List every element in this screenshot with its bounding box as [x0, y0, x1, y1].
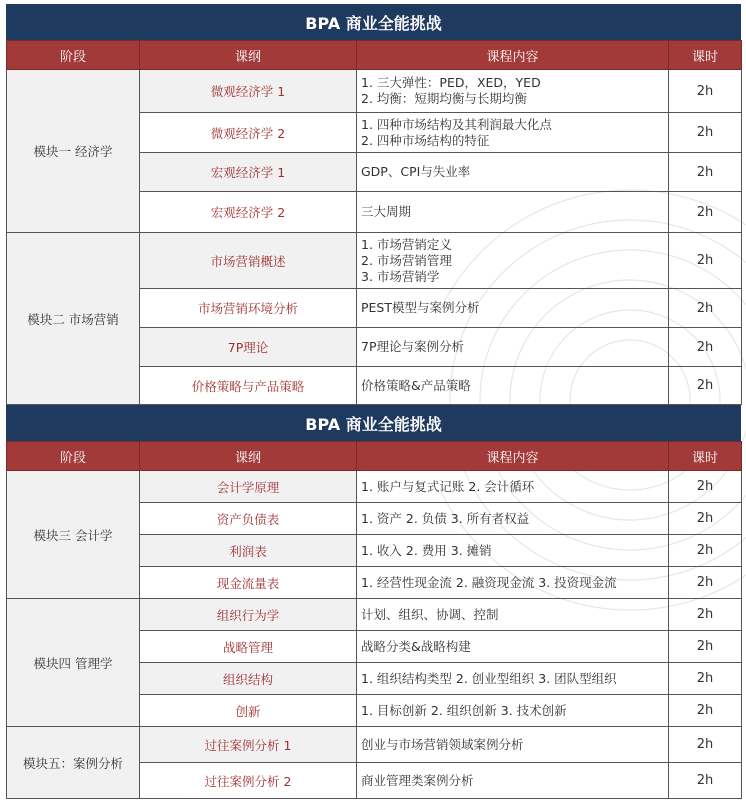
module-name: 模块五：案例分析: [7, 727, 140, 799]
course-content: 1. 收入 2. 费用 3. 摊销: [357, 535, 669, 567]
course-name: 7P理论: [140, 328, 357, 367]
table-row: [7, 471, 742, 503]
course-name: 创新: [140, 695, 357, 727]
module-name: 模块一 经济学: [7, 70, 140, 233]
course-content: 创业与市场营销领域案例分析: [357, 727, 669, 763]
header-hours: 课时: [669, 41, 742, 70]
course-content: 1. 组织结构类型 2. 创业型组织 3. 团队型组织: [357, 663, 669, 695]
course-name: 资产负债表: [140, 503, 357, 535]
course-hours: 2h: [669, 153, 742, 192]
course-name: 宏观经济学 2: [140, 192, 357, 233]
course-content: 1. 市场营销定义 2. 市场营销管理 3. 市场营销学: [357, 233, 669, 289]
course-content: PEST模型与案例分析: [357, 289, 669, 328]
course-content: 1. 四种市场结构及其利润最大化点 2. 四种市场结构的特征: [357, 113, 669, 153]
course-content: 1. 三大弹性：PED，XED，YED 2. 均衡：短期均衡与长期均衡: [357, 70, 669, 113]
table-row: [7, 599, 742, 631]
course-content: 三大周期: [357, 192, 669, 233]
module-name: 模块三 会计学: [7, 471, 140, 599]
header-course: 课纲: [140, 442, 357, 471]
course-name: 现金流量表: [140, 567, 357, 599]
course-hours: 2h: [669, 567, 742, 599]
course-hours: 2h: [669, 192, 742, 233]
header-course: 课纲: [140, 41, 357, 70]
course-content: 1. 账户与复式记账 2. 会计循环: [357, 471, 669, 503]
course-name: 市场营销概述: [140, 233, 357, 289]
course-name: 微观经济学 1: [140, 70, 357, 113]
curriculum-table: [6, 441, 742, 799]
course-hours: 2h: [669, 695, 742, 727]
course-hours: 2h: [669, 503, 742, 535]
course-content: 7P理论与案例分析: [357, 328, 669, 367]
course-content: 价格策略&产品策略: [357, 367, 669, 405]
course-hours: 2h: [669, 763, 742, 799]
course-hours: 2h: [669, 599, 742, 631]
course-content: 计划、组织、协调、控制: [357, 599, 669, 631]
course-name: 微观经济学 2: [140, 113, 357, 153]
course-hours: 2h: [669, 663, 742, 695]
header-stage: 阶段: [7, 41, 140, 70]
table-row: [7, 233, 742, 289]
course-hours: 2h: [669, 233, 742, 289]
course-content: 1. 资产 2. 负债 3. 所有者权益: [357, 503, 669, 535]
course-name: 市场营销环境分析: [140, 289, 357, 328]
header-content: 课程内容: [357, 41, 669, 70]
header-row: [7, 41, 742, 70]
course-hours: 2h: [669, 631, 742, 663]
course-name: 价格策略与产品策略: [140, 367, 357, 405]
course-hours: 2h: [669, 535, 742, 567]
course-name: 利润表: [140, 535, 357, 567]
course-hours: 2h: [669, 367, 742, 405]
header-stage: 阶段: [7, 442, 140, 471]
panel-title: BPA 商业全能挑战: [6, 405, 741, 441]
table-row: [7, 727, 742, 763]
course-name: 过往案例分析 1: [140, 727, 357, 763]
course-hours: 2h: [669, 328, 742, 367]
header-hours: 课时: [669, 442, 742, 471]
curriculum-panel-2: [6, 405, 741, 799]
course-name: 宏观经济学 1: [140, 153, 357, 192]
header-content: 课程内容: [357, 442, 669, 471]
module-name: 模块四 管理学: [7, 599, 140, 727]
course-content: 商业管理类案例分析: [357, 763, 669, 799]
course-content: 1. 经营性现金流 2. 融资现金流 3. 投资现金流: [357, 567, 669, 599]
course-name: 过往案例分析 2: [140, 763, 357, 799]
course-hours: 2h: [669, 289, 742, 328]
course-name: 组织结构: [140, 663, 357, 695]
course-content: 1. 目标创新 2. 组织创新 3. 技术创新: [357, 695, 669, 727]
module-name: 模块二 市场营销: [7, 233, 140, 405]
course-hours: 2h: [669, 471, 742, 503]
header-row: [7, 442, 742, 471]
course-hours: 2h: [669, 70, 742, 113]
course-hours: 2h: [669, 113, 742, 153]
course-hours: 2h: [669, 727, 742, 763]
course-name: 战略管理: [140, 631, 357, 663]
panel-title: BPA 商业全能挑战: [6, 4, 741, 40]
course-name: 会计学原理: [140, 471, 357, 503]
curriculum-table: [6, 40, 742, 405]
curriculum-panel-1: [6, 4, 741, 405]
table-row: [7, 70, 742, 113]
course-content: GDP、CPI与失业率: [357, 153, 669, 192]
curriculum-document: [6, 4, 741, 799]
course-content: 战略分类&战略构建: [357, 631, 669, 663]
course-name: 组织行为学: [140, 599, 357, 631]
